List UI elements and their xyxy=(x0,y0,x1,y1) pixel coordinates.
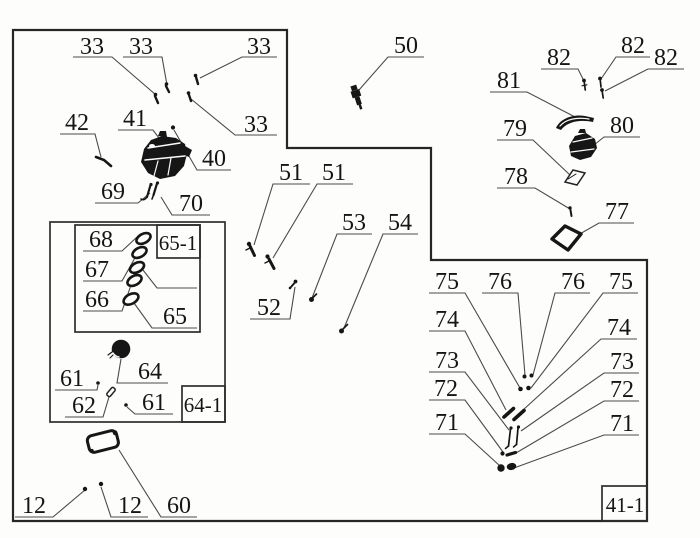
callout-69: 69 xyxy=(101,179,125,205)
callout-68: 68 xyxy=(89,227,113,253)
callout-76-l: 76 xyxy=(488,269,512,295)
callout-74-r: 74 xyxy=(607,315,631,341)
pin-61-a-icon xyxy=(96,381,100,385)
callout-64: 64 xyxy=(138,359,162,385)
callout-41: 41 xyxy=(123,106,147,132)
callout-60: 60 xyxy=(167,493,191,519)
callout-33-c: 33 xyxy=(247,34,271,60)
callout-51-b: 51 xyxy=(322,160,346,186)
callout-71-l: 71 xyxy=(435,410,459,436)
callout-72-r: 72 xyxy=(610,377,634,403)
callout-80: 80 xyxy=(610,113,634,139)
callout-61-a: 61 xyxy=(60,366,84,392)
callout-61-b: 61 xyxy=(142,390,166,416)
callout-72-l: 72 xyxy=(434,376,458,402)
detail-label-65-1: 65-1 xyxy=(158,231,198,255)
callout-76-r: 76 xyxy=(561,269,585,295)
pin-12-b-icon xyxy=(99,482,103,486)
callout-66: 66 xyxy=(85,287,109,313)
callout-53: 53 xyxy=(342,210,366,236)
callout-79: 79 xyxy=(503,116,527,142)
callout-73-l: 73 xyxy=(435,348,459,374)
callout-42: 42 xyxy=(65,110,89,136)
callout-82-c: 82 xyxy=(654,45,678,71)
callout-12-a: 12 xyxy=(22,493,46,519)
callout-78: 78 xyxy=(504,164,528,190)
callout-75-r: 75 xyxy=(609,269,633,295)
detail-label-41-1: 41-1 xyxy=(605,493,645,517)
pin-12-a-icon xyxy=(83,487,87,491)
callout-70: 70 xyxy=(179,191,203,217)
callout-81: 81 xyxy=(497,68,521,94)
callout-75-l: 75 xyxy=(435,269,459,295)
callout-73-r: 73 xyxy=(610,349,634,375)
callout-77: 77 xyxy=(605,199,629,225)
callout-33-a: 33 xyxy=(80,34,104,60)
detail-label-64-1: 64-1 xyxy=(183,393,223,417)
callout-33-d: 33 xyxy=(244,112,268,138)
callout-33-b: 33 xyxy=(129,34,153,60)
callout-82-b: 82 xyxy=(621,33,645,59)
callout-52: 52 xyxy=(257,295,281,321)
callout-54: 54 xyxy=(388,210,412,236)
callout-67: 67 xyxy=(85,257,109,283)
callout-74-l: 74 xyxy=(435,307,459,333)
callout-62: 62 xyxy=(72,393,96,419)
callout-65: 65 xyxy=(163,304,187,330)
pin-61-b-icon xyxy=(124,403,128,407)
callout-71-r: 71 xyxy=(610,411,634,437)
callout-82-a: 82 xyxy=(547,45,571,71)
callout-50: 50 xyxy=(394,33,418,59)
callout-40: 40 xyxy=(202,146,226,172)
callout-51-a: 51 xyxy=(279,160,303,186)
callout-12-b: 12 xyxy=(118,493,142,519)
pin-40-icon xyxy=(171,125,175,129)
